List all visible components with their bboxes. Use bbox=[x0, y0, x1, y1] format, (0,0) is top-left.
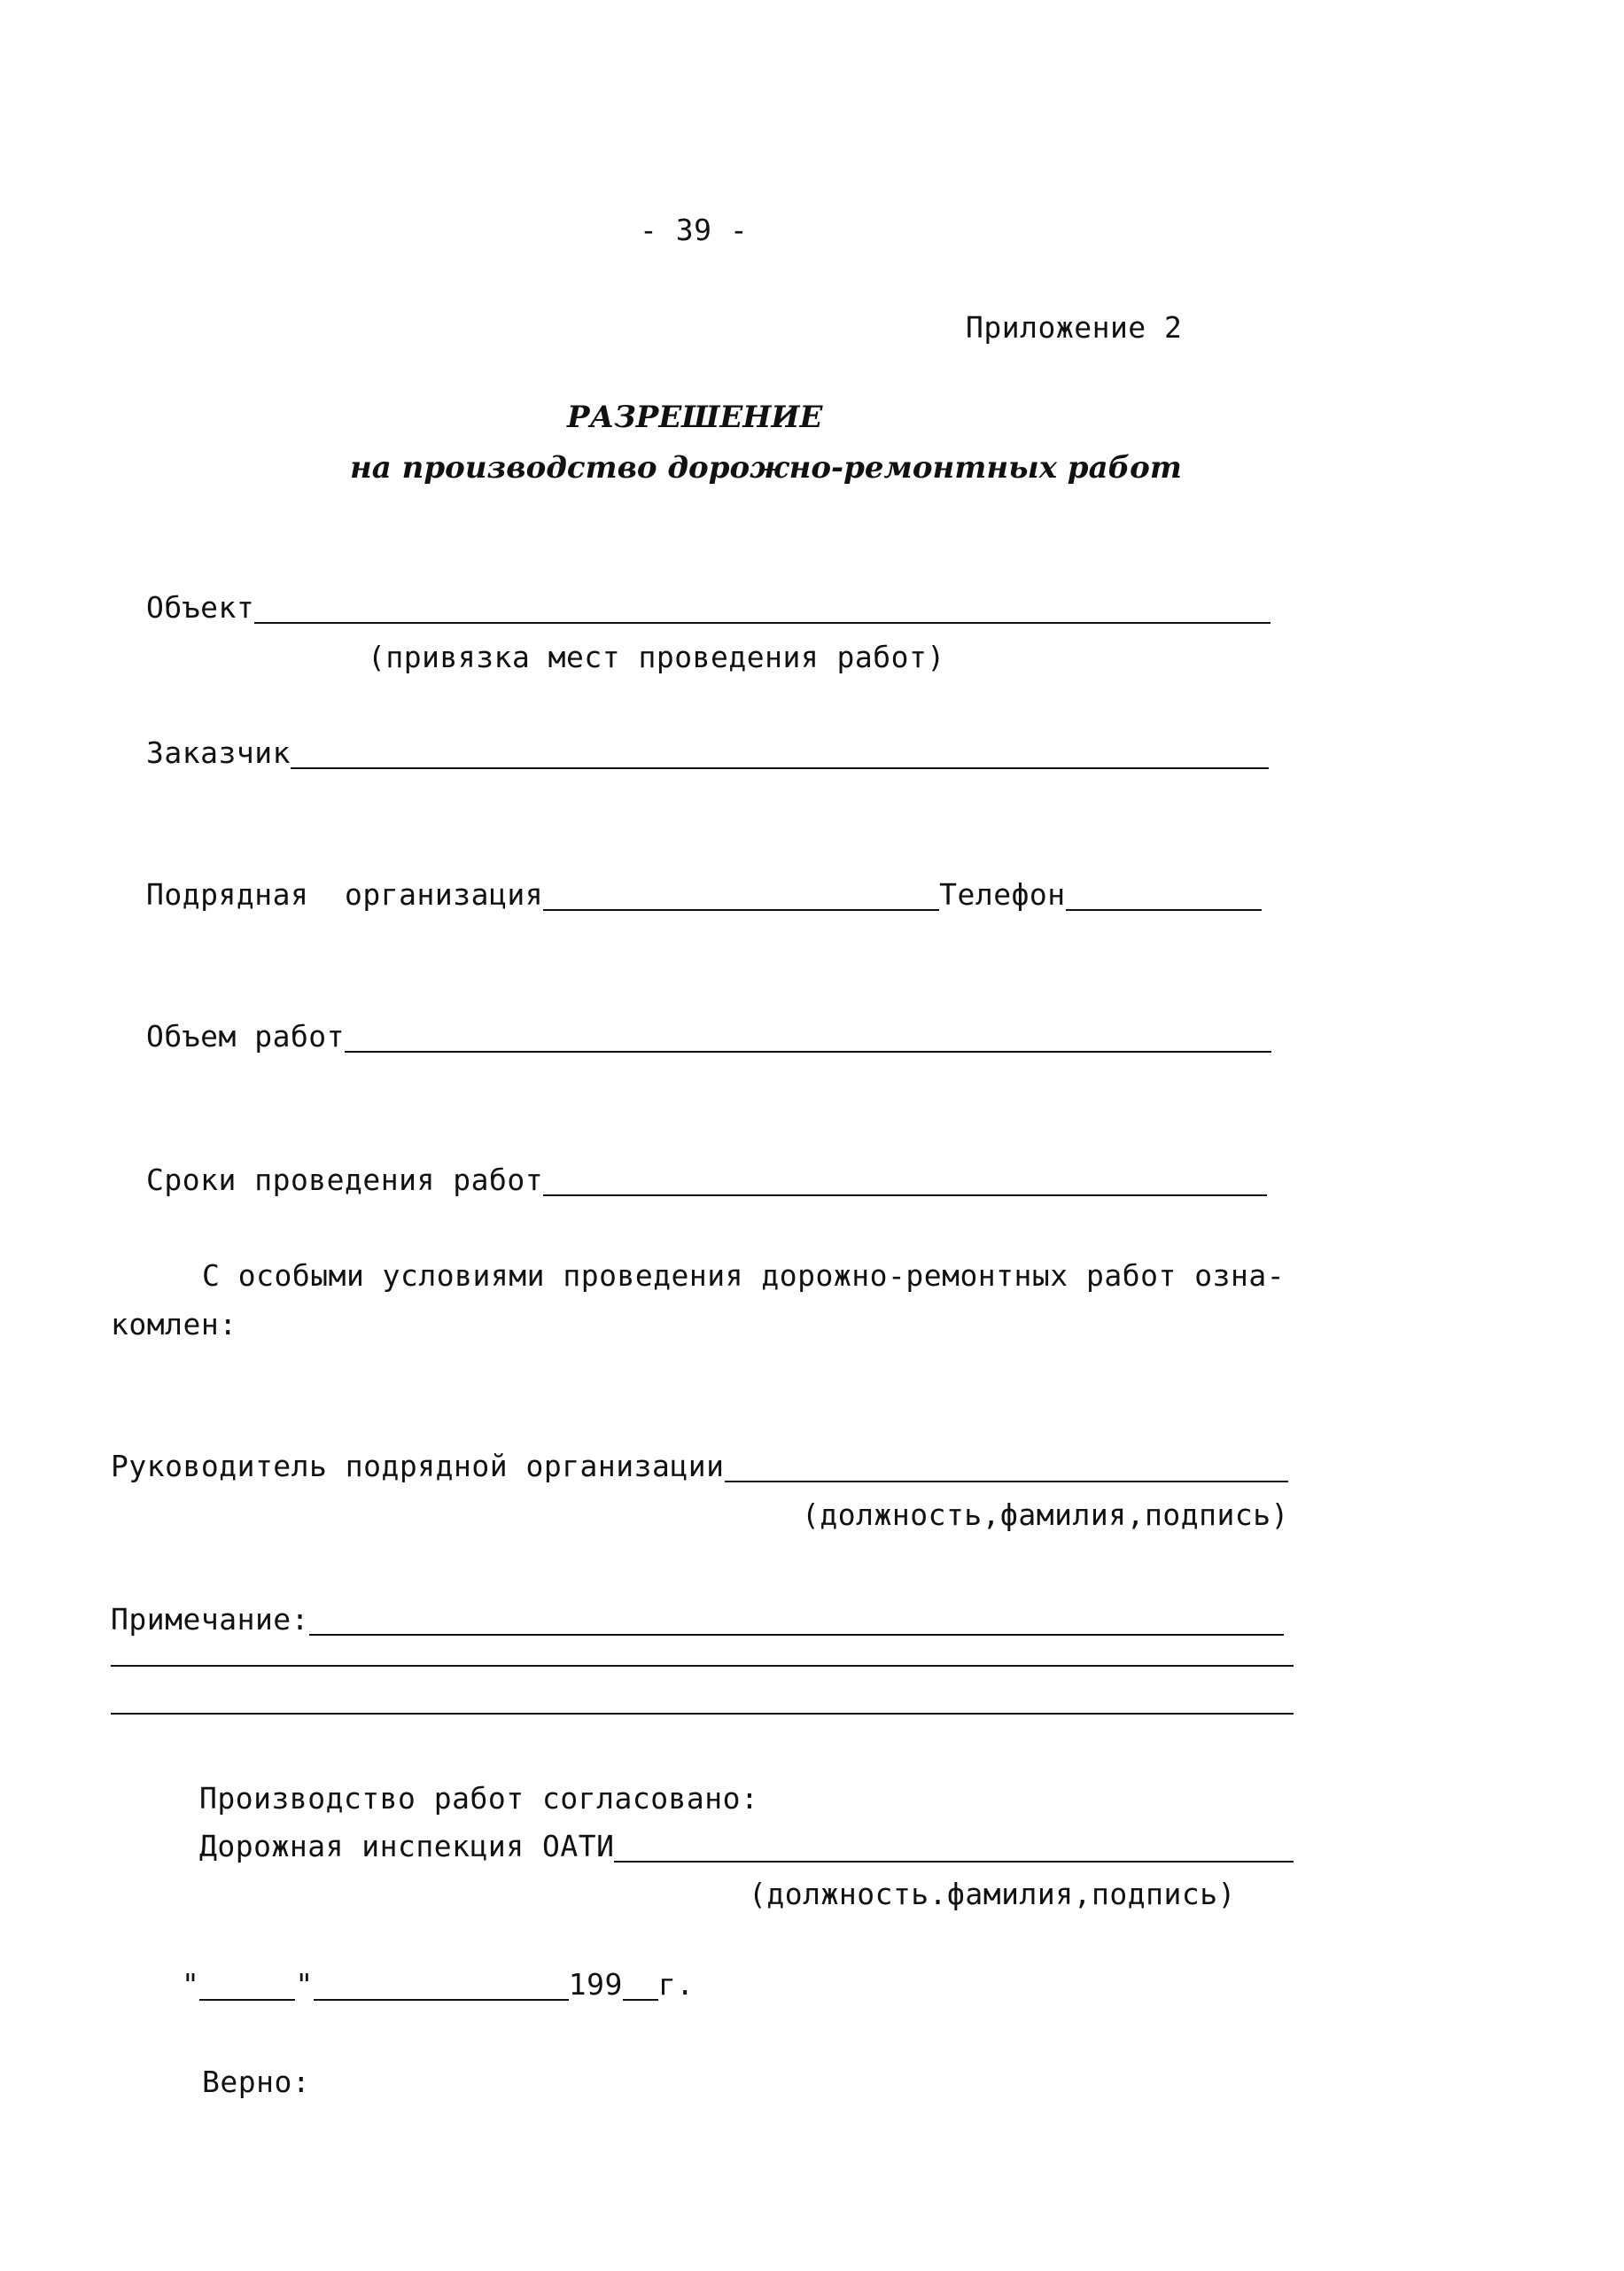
date-year-field[interactable] bbox=[623, 1969, 658, 2001]
date-month-field[interactable] bbox=[314, 1969, 569, 2001]
phone-label: Телефон bbox=[939, 877, 1066, 912]
note-row bbox=[111, 1602, 1284, 1637]
verified-label: Верно: bbox=[202, 2065, 311, 2099]
head-hint: (должность,фамилия,подпись) bbox=[802, 1497, 1289, 1532]
object-label: Объект bbox=[146, 590, 255, 625]
date-day-field[interactable] bbox=[199, 1969, 295, 2001]
head-label: Руководитель подрядной организации bbox=[111, 1449, 725, 1483]
phone-field[interactable] bbox=[1066, 879, 1262, 911]
contractor-row bbox=[146, 877, 1262, 913]
appendix-label: Приложение 2 bbox=[966, 310, 1183, 345]
approval-heading: Производство работ согласовано: bbox=[199, 1781, 759, 1816]
object-field[interactable] bbox=[254, 592, 1270, 624]
customer-field[interactable] bbox=[291, 737, 1269, 769]
note-line-2[interactable] bbox=[111, 1665, 1294, 1667]
contractor-field[interactable] bbox=[543, 879, 939, 911]
dates-row bbox=[146, 1163, 1267, 1198]
date-row bbox=[182, 1967, 695, 2003]
inspection-hint: (должность.фамилия,подпись) bbox=[749, 1877, 1236, 1911]
volume-row bbox=[146, 1019, 1271, 1054]
conditions-line-1: С особыми условиями проведения дорожно-ремонтных работ озна- bbox=[202, 1258, 1286, 1293]
head-row bbox=[111, 1449, 1288, 1484]
volume-field[interactable] bbox=[345, 1021, 1271, 1053]
object-hint: (привязка мест проведения работ) bbox=[368, 640, 945, 674]
document-title: РАЗРЕШЕНИЕ bbox=[567, 400, 823, 435]
inspection-field[interactable] bbox=[614, 1831, 1294, 1863]
page-number: - 39 - bbox=[640, 213, 749, 247]
date-quote-open: " bbox=[182, 1967, 200, 2002]
dates-field[interactable] bbox=[543, 1164, 1267, 1196]
head-field[interactable] bbox=[725, 1450, 1288, 1482]
inspection-row bbox=[199, 1829, 1294, 1864]
conditions-line-2: комлен: bbox=[111, 1307, 237, 1342]
contractor-label: Подрядная организация bbox=[146, 877, 544, 912]
date-quote-close: " bbox=[295, 1967, 314, 2002]
inspection-label: Дорожная инспекция ОАТИ bbox=[199, 1829, 615, 1863]
document-subtitle: на производство дорожно-ремонтных работ bbox=[350, 450, 1182, 486]
note-field[interactable] bbox=[309, 1604, 1284, 1636]
object-row bbox=[146, 590, 1270, 626]
customer-label: Заказчик bbox=[146, 735, 291, 770]
customer-row bbox=[146, 735, 1269, 771]
volume-label: Объем работ bbox=[146, 1019, 346, 1054]
note-label: Примечание: bbox=[111, 1602, 310, 1637]
dates-label: Сроки проведения работ bbox=[146, 1163, 544, 1197]
note-line-3[interactable] bbox=[111, 1713, 1294, 1715]
date-year-prefix: 199 bbox=[568, 1967, 623, 2002]
date-year-suffix: г. bbox=[657, 1967, 695, 2002]
